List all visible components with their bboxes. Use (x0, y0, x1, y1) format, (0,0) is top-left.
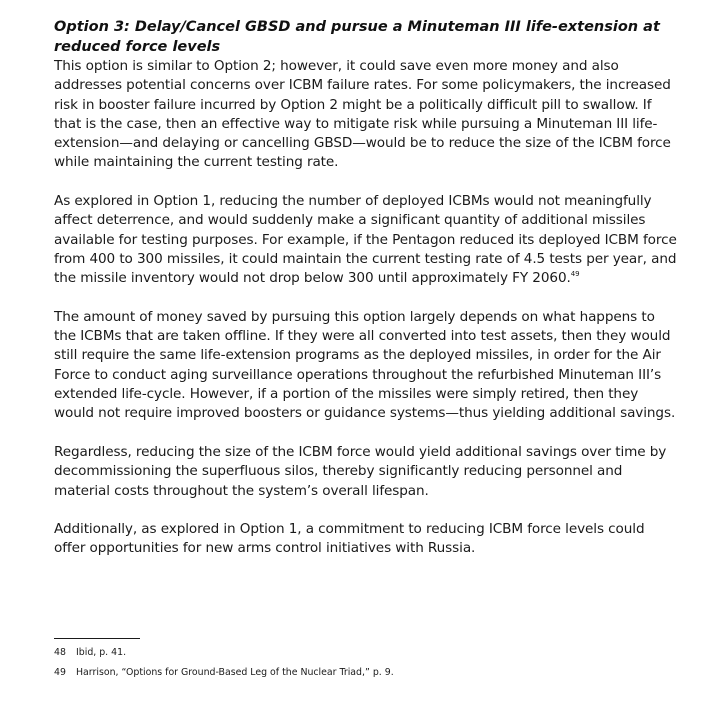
document-body (54, 18, 678, 578)
section-heading-line-1: Option 3: Delay/Cancel GBSD and pursue a Minuteman III life-extension at (54, 19, 660, 35)
footnote-divider (54, 638, 140, 639)
paragraph-4: Regardless, reducing the size of the ICBM force would yield additional savings over time by decommissioning the superfluous silos, thereby significantly reducing personnel and material costs throughout the system’s overall lifespan. (54, 443, 667, 499)
section-heading-line-2: reduced force levels (54, 38, 221, 55)
footnote-text: Harrison, “Options for Ground-Based Leg of the Nuclear Triad,” p. 9. (76, 667, 394, 678)
footnote-48 (54, 643, 674, 663)
paragraph-2 (54, 192, 678, 288)
paragraph-5: Additionally, as explored in Option 1, a commitment to reducing ICBM force levels could offer opportunities for new arms control initiatives with Russia. (54, 521, 645, 557)
footnote-number: 49 (54, 667, 66, 678)
paragraph-2-text: As explored in Option 1, reducing the number of deployed ICBMs would not meaningfully affect deterrence, and would suddenly make a significant quantity of additional missiles available for testing purposes. For example, if the Pentagon reduced its deployed ICBM force from 400 to 300 missiles, it could maintain the current testing rate of 4.5 tests per year, and the missile inventory would not drop below 300 until approximately FY 2060. (54, 193, 677, 287)
section-heading (54, 18, 678, 57)
footnote-49 (54, 663, 674, 683)
footnotes (54, 643, 674, 683)
footnote-ref-49[interactable]: 49 (570, 270, 580, 279)
footnote-number: 48 (54, 647, 66, 658)
paragraph-1: This option is similar to Option 2; however, it could save even more money and also addresses potential concerns over ICBM failure rates. For some policymakers, the increased risk in booster failure incurred by Option 2 might be a politically difficult pill to swallow. If that is the case, then an effective way to mitigate risk while pursuing a Minuteman III life-extension—and delaying or cancelling GBSD—would be to reduce the size of the ICBM force while maintaining the current testing rate. (54, 58, 671, 171)
paragraph-3: The amount of money saved by pursuing this option largely depends on what happens to the ICBMs that are taken offline. If they were all converted into test assets, then they would still require the same life-extension programs as the deployed missiles, in order for the Air Force to conduct aging surveillance operations throughout the refurbished Minuteman III’s extended life-cycle. However, if a portion of the missiles were simply retired, then they would not require improved boosters or guidance systems—thus yielding additional savings. (54, 308, 676, 422)
footnote-text: Ibid, p. 41. (76, 647, 127, 658)
